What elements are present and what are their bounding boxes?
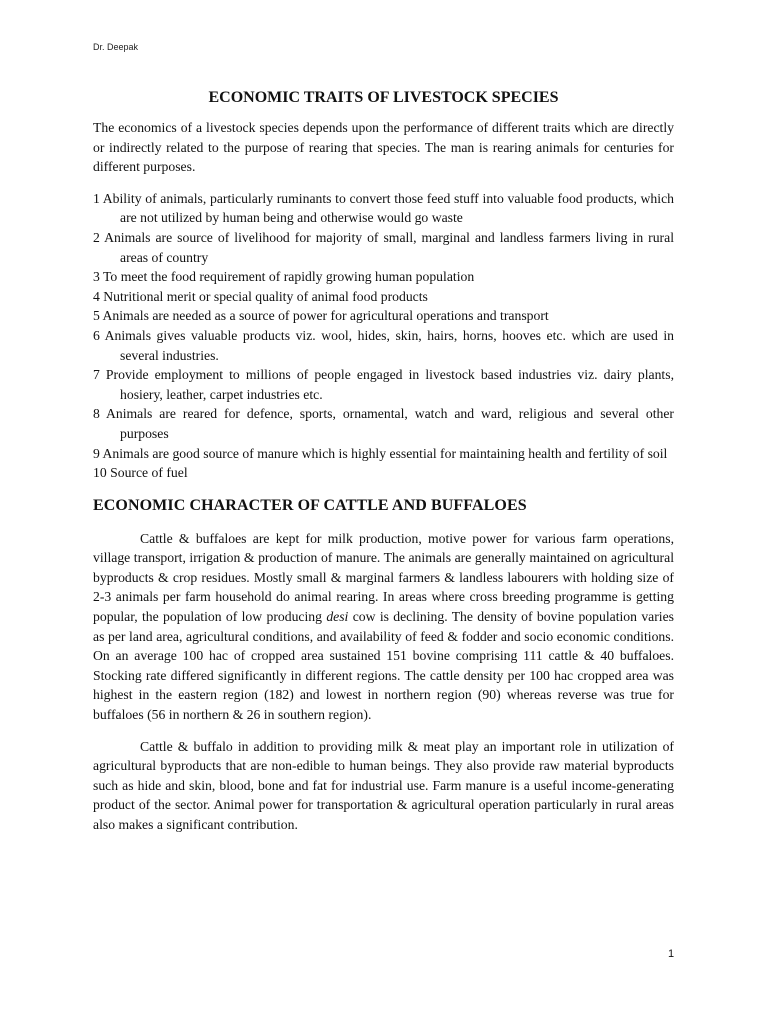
- list-item: 4 Nutritional merit or special quality of animal food products: [93, 288, 428, 304]
- list-item: 8 Animals are reared for defence, sports, ornamental, watch and ward, religious and several other purposes: [93, 406, 674, 441]
- list-item: 7 Provide employment to millions of people engaged in livestock based industries viz. dairy plants, hosiery, leather, carpet industries etc.: [93, 367, 674, 402]
- page-header-author: Dr. Deepak: [93, 42, 139, 52]
- document-body: [93, 84, 674, 847]
- paragraph-byproducts: Cattle & buffalo in addition to providing milk & meat play an important role in utilization of agricultural byproducts that are non-edible to human beings. They also provide raw material byproducts such as hide and skin, blood, bone and fat for industrial use. Farm manure is a useful income-generating product of the sector. Animal power for transportation & agricultural operation particularly in rural areas also makes a significant contribution.: [93, 738, 674, 832]
- paragraph-text: cow is declining. The density of bovine population varies as per land area, agricultural conditions, and availability of feed & fodder and socio economic conditions. On an average 100 hac of cropped area sustained 151 bovine comprising 111 cattle & 40 buffaloes. Stocking rate differed significantly in different regions. The cattle density per 100 hac cropped area was highest in the eastern region (182) and lowest in northern region (90) whereas reverse was true for buffaloes (56 in northern & 26 in southern region).: [93, 609, 674, 723]
- list-item: 9 Animals are good source of manure which is highly essential for maintaining health and fertility of soil: [93, 445, 668, 461]
- section-title-economic-traits: ECONOMIC TRAITS OF LIVESTOCK SPECIES: [208, 89, 559, 106]
- traits-list: [93, 189, 674, 483]
- list-item: 2 Animals are source of livelihood for majority of small, marginal and landless farmers living in rural areas of country: [93, 229, 674, 265]
- list-item: 3 To meet the food requirement of rapidly growing human population: [93, 269, 475, 285]
- section-title-cattle-buffaloes: ECONOMIC CHARACTER OF CATTLE AND BUFFALOES: [93, 496, 527, 514]
- intro-paragraph: The economics of a livestock species depends upon the performance of different traits which are directly or indirectly related to the purpose of rearing that species. The man is rearing animals for centuries for different purposes.: [93, 120, 674, 175]
- list-item: 1 Ability of animals, particularly ruminants to convert those feed stuff into valuable food products, which are not utilized by human being and otherwise would go waste: [93, 190, 674, 226]
- italic-term: desi: [326, 609, 349, 625]
- paragraph-text: Cattle & buffaloes are kept for milk production, motive power for various farm operations, village transport, irrigation & production of manure. The animals are generally maintained on agricultural byproducts & crop residues. Mostly small & marginal farmers & landless labourers with holding size of 2-3 animals per farm household do animal rearing. In areas where cross breeding programme is getting popular, the population of low producing: [93, 530, 674, 625]
- paragraph-cattle-production: [93, 529, 674, 725]
- list-item: 6 Animals gives valuable products viz. wool, hides, skin, hairs, horns, hooves etc. which are used in several industries.: [93, 327, 674, 363]
- list-item: 5 Animals are needed as a source of power for agricultural operations and transport: [93, 308, 549, 324]
- page-number: 1: [668, 948, 675, 960]
- list-item: 10 Source of fuel: [93, 465, 188, 481]
